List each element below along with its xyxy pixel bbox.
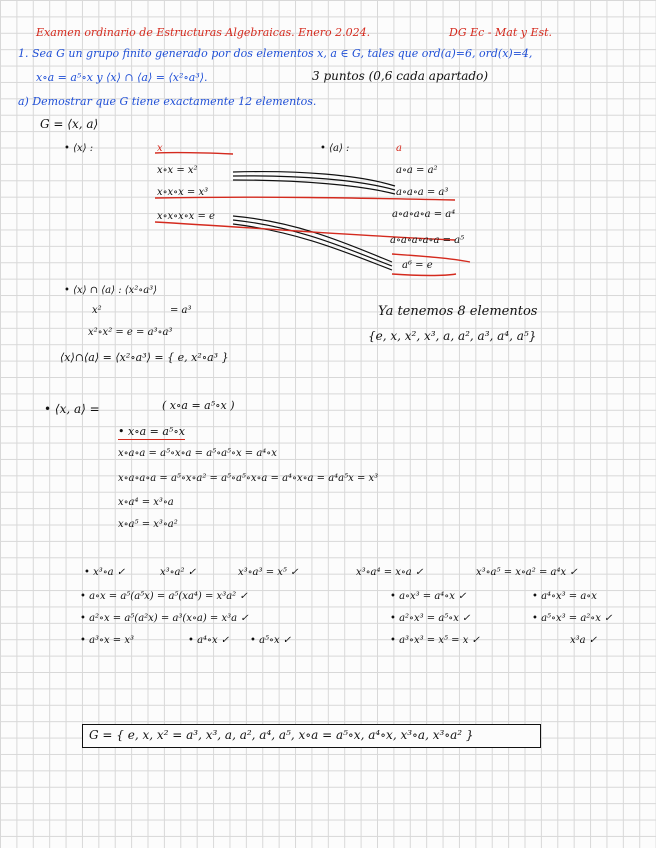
cyclic-x-label: • ⟨x⟩ :	[64, 143, 94, 154]
check-1-4: x³∘a⁴ = x∘a ✓	[356, 567, 424, 578]
generated-group: • ⟨x, a⟩ =	[44, 402, 100, 416]
a-power-6: a⁶ = e	[402, 260, 433, 271]
check-4-4: • a³∘x³ = x⁵ = x ✓	[390, 635, 480, 646]
a-power-3: a∘a∘a = a³	[396, 187, 449, 198]
relation-text: • x∘a = a⁵∘x	[118, 425, 185, 438]
eq1-right: = a³	[170, 305, 192, 316]
check-1-1: • x³∘a ✓	[84, 567, 126, 578]
calc-line-2: x∘a∘a∘a = a⁵∘x∘a² = a⁵∘a⁵∘x∘a = a⁴∘x∘a = a⁴a⁵x = x³	[118, 473, 379, 484]
final-answer: G = { e, x, x² = a³, x³, a, a², a⁴, a⁵, x∘a = a⁵∘x, a⁴∘x, x³∘a, x³∘a² }	[89, 728, 474, 742]
eq1-left: x²	[92, 305, 102, 316]
x-power-3: x∘x∘x = x³	[157, 187, 209, 198]
eq2: x²∘x² = e = a³∘a³	[88, 327, 173, 338]
have-8-elements: Ya tenemos 8 elementos	[378, 304, 538, 319]
check-3-3: • a⁵∘x³ = a²∘x ✓	[532, 613, 613, 624]
x-power-1: x	[157, 143, 163, 154]
problem-statement-line2: x∘a = a⁵∘x y ⟨x⟩ ∩ ⟨a⟩ = ⟨x²∘a³⟩.	[36, 71, 208, 84]
check-2-2: • a∘x³ = a⁴∘x ✓	[390, 591, 467, 602]
check-1-3: x³∘a³ = x⁵ ✓	[238, 567, 299, 578]
check-2-1: • a∘x = a⁵(a⁵x) = a⁵(xa⁴) = x³a² ✓	[80, 591, 248, 602]
degree-label: DG Ec - Mat y Est.	[449, 26, 553, 39]
a-power-1: a	[396, 143, 402, 154]
check-4-1: • a³∘x = x³	[80, 635, 134, 646]
calc-line-3: x∘a⁴ = x³∘a	[118, 497, 174, 508]
check-2-3: • a⁴∘x³ = a∘x	[532, 591, 597, 602]
final-answer-box	[82, 724, 541, 748]
relation-line	[118, 426, 185, 437]
check-4-2: • a⁴∘x ✓	[188, 635, 230, 646]
a-power-4: a∘a∘a∘a = a⁴	[392, 209, 456, 220]
generator-relation: ( x∘a = a⁵∘x )	[162, 399, 235, 412]
a-power-2: a∘a = a²	[396, 165, 438, 176]
check-3-1: • a²∘x = a⁵(a²x) = a³(x∘a) = x³a ✓	[80, 613, 249, 624]
calc-line-4: x∘a⁵ = x³∘a²	[118, 519, 178, 530]
check-1-2: x³∘a² ✓	[160, 567, 197, 578]
check-4-3: • a⁵∘x ✓	[250, 635, 292, 646]
cyclic-a-label: • ⟨a⟩ :	[320, 143, 350, 154]
check-4-5: x³a ✓	[570, 635, 598, 646]
intersection-result: ⟨x⟩∩⟨a⟩ = ⟨x²∘a³⟩ = { e, x²∘a³ }	[60, 351, 229, 364]
group-definition: G = ⟨x, a⟩	[40, 117, 99, 131]
points-note: 3 puntos (0,6 cada apartado)	[312, 69, 489, 83]
part-a-statement: a) Demostrar que G tiene exactamente 12 elementos.	[18, 95, 317, 108]
a-power-5: a∘a∘a∘a∘a = a⁵	[390, 235, 465, 246]
calc-line-1: x∘a∘a = a⁵∘x∘a = a⁵∘a⁵∘x = a⁴∘x	[118, 448, 277, 459]
x-power-2: x∘x = x²	[157, 165, 198, 176]
x-power-4: x∘x∘x∘x = e	[157, 211, 215, 222]
check-3-2: • a²∘x³ = a⁵∘x ✓	[390, 613, 471, 624]
exam-title: Examen ordinario de Estructuras Algebraicas. Enero 2.024.	[36, 26, 371, 39]
check-1-5: x³∘a⁵ = x∘a² = a⁴x ✓	[476, 567, 578, 578]
problem-statement-line1: 1. Sea G un grupo finito generado por dos elementos x, a ∈ G, tales que ord(a)=6, ord(x)=4,	[18, 47, 533, 60]
intersection-line: • ⟨x⟩ ∩ ⟨a⟩ : ⟨x²∘a³⟩	[64, 285, 158, 296]
eight-elements-set: {e, x, x², x³, a, a², a³, a⁴, a⁵}	[368, 329, 537, 343]
